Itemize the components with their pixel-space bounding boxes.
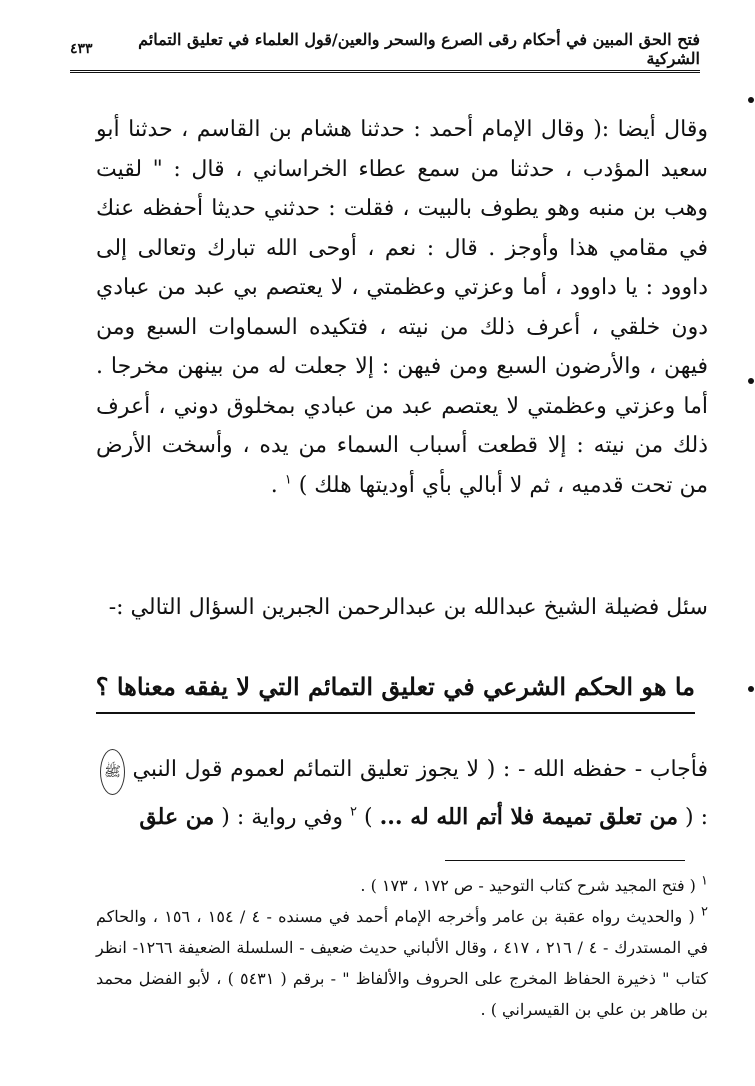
footnote-divider	[445, 860, 685, 861]
footnotes	[96, 870, 708, 1025]
footnote-1-number: ١	[701, 873, 708, 889]
hadith-text: من تعلق تميمة فلا أتم الله له ...	[379, 804, 678, 830]
footnote-2	[96, 901, 708, 1025]
quote-end: .	[270, 472, 278, 498]
quote-paragraph	[96, 110, 708, 505]
header-rule	[70, 70, 700, 73]
margin-mark	[748, 378, 754, 384]
footnote-ref-1[interactable]: ١	[284, 472, 292, 488]
running-header	[70, 32, 700, 66]
pbuh-symbol: ﷺ	[100, 749, 125, 795]
answer-part1: فأجاب - حفظه الله - : ( لا يجوز تعليق التمائم لعموم قول النبي	[132, 757, 708, 782]
margin-mark	[748, 97, 754, 103]
answer-part4: وفي رواية : (	[221, 805, 344, 830]
answer-part3: )	[364, 805, 373, 830]
footnote-2-number: ٢	[701, 904, 708, 920]
answer-part2: : (	[685, 805, 708, 830]
quote-text: وقال أيضا :( وقال الإمام أحمد : حدثنا هشام بن القاسم ، حدثنا أبو سعيد المؤدب ، حدثنا من سمع عطاء الخراساني ، قال : " لقيت وهب بن منبه وهو يطوف بالبيت ، فقلت : حدثني حديثا أحفظه عنك في مقامي هذا وأوجز . قال : نعم ، أوحى الله تبارك وتعالى إلى داوود : يا داوود ، أما وعزتي وعظمتي ، لا يعتصم بي عبد من عبادي دون خلقي ، أعرف ذلك من نيته ، فتكيده السماوات السبع ومن فيهن ، والأرضون السبع ومن فيهن : إلا جعلت له من بينهن مخرجا . أما وعزتي وعظمتي لا يعتصم عبد من عبادي بمخلوق دوني ، أعرف ذلك من نيته : إلا قطعت أسباب السماء من يده ، وأسخت الأرض من تحت قدميه ، ثم لا أبالي بأي أوديتها هلك )	[96, 117, 708, 498]
footnote-ref-2[interactable]: ٢	[350, 804, 357, 820]
answer-section	[96, 748, 708, 840]
footnote-2-text: ( والحديث رواه عقبة بن عامر وأخرجه الإمام أحمد في مسنده - ٤ / ١٥٤ ، ١٥٦ ، والحاكم في المستدرك - ٤ / ٢١٦ ، ٤١٧ ، وقال الألباني حديث ضعيف - السلسلة الضعيفة ١٢٦٦- انظر كتاب " ذخيرة الحفاظ المخرج على الحروف والألفاظ " - برقم ( ٥٤٣١ ) ، لأبو الفضل محمد بن طاهر بن علي بن القيسراني ) .	[96, 907, 708, 1019]
question-intro: سئل فضيلة الشيخ عبدالله بن عبدالرحمن الجبرين السؤال التالي :-	[108, 595, 708, 620]
question-heading: ما هو الحكم الشرعي في تعليق التمائم التي لا يفقه معناها ؟	[96, 668, 695, 714]
hadith-text-2: من علق	[139, 804, 215, 830]
footnote-1	[96, 870, 708, 901]
footnote-1-text: ( فتح المجيد شرح كتاب التوحيد - ص ١٧٢ ، ١٧٣ ) .	[360, 876, 696, 895]
header-title: فتح الحق المبين في أحكام رقى الصرع والسحر والعين/قول العلماء في تعليق التمائم الشركية	[138, 30, 700, 68]
answer-paragraph	[96, 748, 708, 840]
margin-mark	[748, 686, 754, 692]
main-text	[96, 110, 708, 505]
page-number: ٤٣٣	[70, 41, 93, 57]
